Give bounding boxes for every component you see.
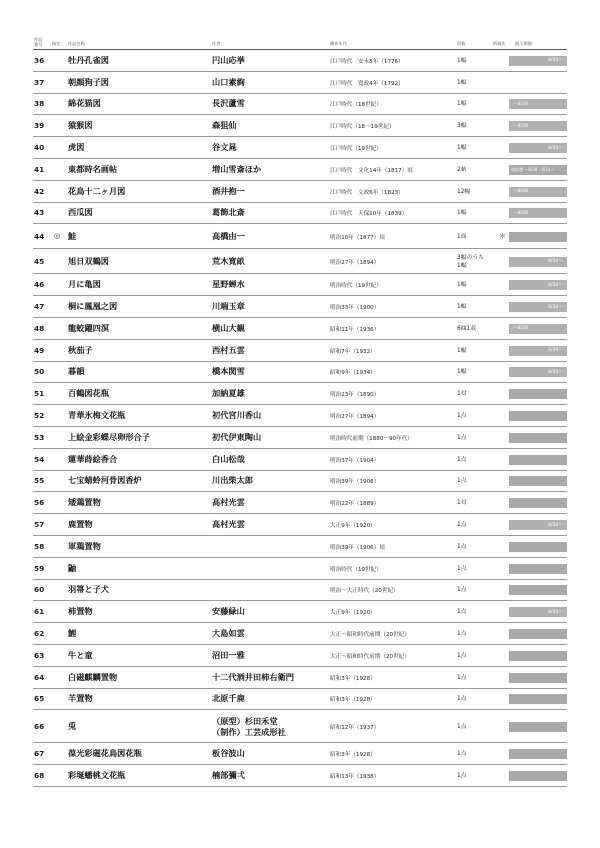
table-row [0, 203, 600, 225]
production-period: 江戸時代 文政6年（1823） [330, 189, 404, 196]
row-number: 38 [34, 99, 45, 109]
production-period: 明治時代（19世紀） [330, 283, 382, 290]
artwork-title: 上絵金彩蝶尽卵形合子 [68, 431, 150, 442]
quantity: 1点 [457, 478, 467, 485]
row-number: 46 [34, 280, 45, 290]
production-period: 明治時代（19世紀） [330, 566, 382, 573]
row-number: 50 [34, 367, 45, 377]
artist-name: 星野蝉水 [212, 279, 245, 290]
header-exhibition-period: 展示期間 [515, 41, 532, 46]
quantity: 1点 [457, 631, 467, 638]
quantity: 1点 [457, 565, 467, 572]
header-no: 作品 番号 [34, 37, 43, 47]
production-period: 昭和11年（1936） [330, 326, 380, 333]
row-number: 58 [34, 541, 45, 551]
artwork-title: 牛と童 [68, 649, 93, 660]
row-number: 68 [34, 771, 45, 781]
production-period: 江戸時代 安永5年（1776） [330, 58, 404, 65]
exhibition-period-label: 場面替 ～8/28・8/30～ [511, 166, 555, 172]
exhibition-period-bar [509, 232, 567, 242]
artist-name: 初代伊東陶山 [212, 431, 262, 442]
exhibition-period-bar [509, 187, 567, 197]
artist-name: 高村光雲 [212, 519, 245, 530]
table-row [0, 514, 600, 536]
artist-name: 円山応挙 [212, 54, 245, 65]
row-number: 51 [34, 389, 45, 399]
row-number: 36 [34, 55, 45, 65]
table-row [0, 72, 600, 94]
row-number: 62 [34, 629, 45, 639]
quantity: 1対 [457, 500, 467, 507]
artist-name: 高橋由一 [212, 230, 245, 241]
row-number: 37 [34, 77, 45, 87]
table-row [0, 558, 600, 580]
artwork-title: 旭日双鶴図 [68, 255, 109, 266]
artist-name: 川出柴太郎 [212, 475, 253, 486]
artist-name: 酒井抱一 [212, 185, 245, 196]
artist-name: 増山雪斎ほか [212, 163, 262, 174]
quantity: 1点 [457, 587, 467, 594]
row-number: 41 [34, 164, 45, 174]
artwork-title: 虎図 [68, 142, 85, 153]
artwork-title: 羊置物 [68, 693, 93, 704]
row-number: 52 [34, 411, 45, 421]
exhibition-period-label: 8/30～ [548, 522, 563, 528]
table-row [0, 623, 600, 645]
production-period: 昭和7年（1932） [330, 348, 376, 355]
artwork-title: 軍鶏置物 [68, 540, 101, 551]
header-owner: 所蔵先 [493, 41, 506, 46]
production-period: 明治10年（1877）頃 [330, 234, 385, 241]
artwork-title: 龍蛟躍四溟 [68, 322, 109, 333]
header-period: 制作年代 [330, 41, 347, 46]
exhibition-period-bar [509, 564, 567, 574]
row-number: 59 [34, 563, 45, 573]
artist-name: 長沢蘆雪 [212, 98, 245, 109]
table-row [0, 137, 600, 159]
production-period: 昭和13年（1938） [330, 774, 380, 781]
table-row [0, 159, 600, 181]
exhibition-period-bar [509, 749, 567, 759]
quantity: 1点 [457, 773, 467, 780]
artist-name: 北原千鹿 [212, 693, 245, 704]
exhibition-period-label: 8/30～ [548, 282, 563, 288]
artist-name: 加納夏雄 [212, 388, 245, 399]
production-period: 昭和3年（1928） [330, 752, 376, 759]
quantity: 1点 [457, 609, 467, 616]
artist-name: 谷文晁 [212, 142, 237, 153]
table-row [0, 249, 600, 274]
artwork-title: 秋茄子 [68, 344, 93, 355]
artist-name: 板谷波山 [212, 748, 245, 759]
quantity: 1幅 [457, 282, 467, 289]
row-number: 65 [34, 694, 45, 704]
row-number: 61 [34, 607, 45, 617]
production-period: 明治33年（1900） [330, 305, 380, 312]
exhibition-period-bar [509, 302, 567, 312]
quantity: 1幅 [457, 145, 467, 152]
production-period: 昭和9年（1934） [330, 370, 376, 377]
production-period: 江戸時代（19世紀） [330, 146, 382, 153]
exhibition-period-bar [509, 257, 567, 267]
row-number: 49 [34, 345, 45, 355]
production-period: 江戸時代（18世紀） [330, 102, 382, 109]
exhibition-period-bar [509, 651, 567, 661]
exhibition-period-label: 8/30～ [548, 58, 563, 64]
quantity: 1幅 [457, 210, 467, 217]
artwork-title: 葆光彩磁花鳥図花瓶 [68, 748, 142, 759]
row-number: 66 [34, 721, 45, 731]
row-number: 53 [34, 432, 45, 442]
production-period: 昭和3年（1928） [330, 675, 376, 682]
exhibition-period-label: 8/30～ [548, 609, 563, 615]
exhibition-period-label: ～8/28 [513, 101, 528, 107]
artwork-title: 綿花猫図 [68, 98, 101, 109]
row-number: 44 [34, 231, 45, 241]
exhibition-period-label: ～8/28 [513, 326, 528, 332]
exhibition-period-bar [509, 346, 567, 356]
artwork-title: 桐に鳳凰之図 [68, 301, 118, 312]
quantity: 1点 [457, 522, 467, 529]
exhibition-period-label: ～8/28 [513, 123, 528, 129]
artwork-title: 牡丹孔雀図 [68, 54, 109, 65]
artwork-title: 鼬 [68, 562, 77, 573]
quantity: 3幅 [457, 123, 467, 130]
table-row [0, 94, 600, 116]
exhibition-period-bar [509, 121, 567, 131]
row-number: 48 [34, 323, 45, 333]
table-row [0, 383, 600, 405]
artist-name: 橋本関雪 [212, 366, 245, 377]
exhibition-period-label: 8/30～ [548, 369, 563, 375]
row-number: 64 [34, 672, 45, 682]
row-divider [33, 786, 567, 787]
artist-name: 沼田一雅 [212, 649, 245, 660]
artist-name: 西村五雲 [212, 344, 245, 355]
row-number: 63 [34, 650, 45, 660]
table-row [0, 427, 600, 449]
artist-name: 白山松哉 [212, 453, 245, 464]
exhibition-period-bar [509, 722, 567, 732]
production-period: 明治39年（1906） [330, 479, 380, 486]
table-row [0, 115, 600, 137]
table-row [0, 536, 600, 558]
quantity: 3幅のうち 1幅 [457, 254, 484, 269]
production-period: 江戸時代 天保10年（1839） [330, 211, 408, 218]
production-period: 大正9年（1920） [330, 523, 376, 530]
artist-name: 山口素絢 [212, 76, 245, 87]
table-row [0, 743, 600, 765]
quantity: 1面 [457, 233, 467, 240]
quantity: 1幅 [457, 347, 467, 354]
artist-name: 大島如雲 [212, 628, 245, 639]
quantity: 1幅 [457, 369, 467, 376]
artwork-title: 青華氷梅文花瓶 [68, 410, 126, 421]
table-row [0, 296, 600, 318]
table-row [0, 645, 600, 667]
table-row [0, 224, 600, 249]
artist-name: 葛飾北斎 [212, 207, 245, 218]
production-period: 昭和12年（1937） [330, 724, 380, 731]
quantity: 1点 [457, 413, 467, 420]
artist-name: 横山大観 [212, 322, 245, 333]
artwork-title: 鹿置物 [68, 519, 93, 530]
artist-name: 高村光雲 [212, 497, 245, 508]
table-row [0, 274, 600, 296]
table-row [0, 765, 600, 787]
header-designation: 指定 [52, 41, 61, 46]
header-title: 作品名称 [68, 41, 85, 46]
quantity: 6曲1双 [457, 325, 476, 332]
quantity: 1点 [457, 434, 467, 441]
table-row [0, 492, 600, 514]
table-row [0, 667, 600, 689]
quantity: 1点 [457, 751, 467, 758]
exhibition-period-label: 8/30～ [548, 259, 563, 265]
exhibition-period-bar [509, 498, 567, 508]
exhibition-period-label: ～8/28 [513, 210, 528, 216]
artwork-title: 彩埏蟠桃文花瓶 [68, 770, 126, 781]
exhibition-period-bar [509, 771, 567, 781]
row-number: 67 [34, 749, 45, 759]
production-period: 江戸時代 寛政4年（1792） [330, 80, 404, 87]
table-row [0, 689, 600, 711]
artwork-title: 七宝蜻蛉河骨図香炉 [68, 475, 142, 486]
table-row [0, 471, 600, 493]
artist-name: 十二代酒井田柿右衛門 [212, 671, 294, 682]
exhibition-period-bar [509, 99, 567, 109]
production-period: 明治27年（1894） [330, 259, 380, 266]
production-period: 明治37年（1904） [330, 457, 380, 464]
row-number: 40 [34, 143, 45, 153]
quantity: 1幅 [457, 101, 467, 108]
quantity: 1点 [457, 674, 467, 681]
quantity: 1点 [457, 696, 467, 703]
exhibition-period-bar [509, 476, 567, 486]
exhibition-period-bar [509, 56, 567, 66]
row-number: 55 [34, 476, 45, 486]
production-period: 江戸時代 文化14年（1817）頃 [330, 167, 413, 174]
exhibition-period-bar [509, 433, 567, 443]
production-period: 明治27年（1894） [330, 414, 380, 421]
quantity: 1幅 [457, 79, 467, 86]
exhibition-period-bar [509, 280, 567, 290]
exhibition-period-bar [509, 520, 567, 530]
quantity: 1点 [457, 456, 467, 463]
artwork-title: 暮韻 [68, 366, 85, 377]
quantity: 1点 [457, 723, 467, 730]
artwork-title: 月に亀図 [68, 279, 101, 290]
exhibition-period-bar [509, 455, 567, 465]
table-row [0, 318, 600, 340]
quantity: 2帖 [457, 166, 467, 173]
artwork-title: 蓮華蒔絵香合 [68, 453, 118, 464]
designation-mark: ◎ [54, 231, 61, 240]
quantity: 1点 [457, 543, 467, 550]
artist-name: 川端玉章 [212, 301, 245, 312]
artwork-title: 東都時名画帖 [68, 163, 118, 174]
exhibition-period-label: 8/30～ [548, 348, 563, 354]
header-quantity: 員数 [457, 41, 466, 46]
table-row [0, 340, 600, 362]
table-row [0, 449, 600, 471]
artwork-title: 猿猴図 [68, 120, 93, 131]
row-number: 60 [34, 585, 45, 595]
quantity: 12幅 [457, 188, 471, 195]
exhibition-period-bar [509, 367, 567, 377]
exhibition-period-bar [509, 607, 567, 617]
table-row [0, 710, 600, 743]
production-period: 大正～昭和時代前期（20世紀） [330, 653, 410, 660]
exhibition-period-bar [509, 143, 567, 153]
table-row [0, 580, 600, 602]
production-period: 明治23年（1890） [330, 392, 380, 399]
exhibition-period-bar [509, 389, 567, 399]
artwork-title: 花鳥十二ヶ月図 [68, 185, 126, 196]
artist-name: （原型）杉田禾堂 （制作）工芸成形社 [212, 715, 286, 737]
table-row [0, 601, 600, 623]
row-number: 57 [34, 520, 45, 530]
artwork-title: 朝顔狗子図 [68, 76, 109, 87]
table-row [0, 405, 600, 427]
quantity: 1幅 [457, 57, 467, 64]
exhibition-period-bar [509, 629, 567, 639]
artwork-title: 柿置物 [68, 606, 93, 617]
artist-name: 楠部彌弌 [212, 770, 245, 781]
artist-name: 安藤緑山 [212, 606, 245, 617]
exhibition-period-bar [509, 208, 567, 218]
artwork-title: 鮭 [68, 230, 77, 241]
exhibition-period-label: ～8/28 [513, 189, 528, 195]
production-period: 昭和3年（1928） [330, 697, 376, 704]
artwork-title: 白磁麒麟置物 [68, 671, 118, 682]
row-number: 56 [34, 498, 45, 508]
artwork-title: 百鶴図花瓶 [68, 388, 109, 399]
row-number: 45 [34, 256, 45, 266]
row-number: 47 [34, 302, 45, 312]
table-row [0, 181, 600, 203]
artwork-title: 羽箒と子犬 [68, 584, 109, 595]
exhibition-period-bar [509, 542, 567, 552]
artwork-title: 西瓜図 [68, 207, 93, 218]
row-number: 43 [34, 208, 45, 218]
artist-name: 荒木寛畝 [212, 255, 245, 266]
exhibition-period-bar [509, 165, 567, 175]
exhibition-period-bar [509, 585, 567, 595]
artwork-title: 鯉 [68, 628, 77, 639]
header-artist: 作者 [212, 41, 221, 46]
production-period: 明治時代前期（1880～90年代） [330, 435, 413, 442]
exhibition-period-bar [509, 411, 567, 421]
production-period: 江戸時代（18～19世紀） [330, 124, 395, 131]
quantity: 1幅 [457, 304, 467, 311]
exhibition-period-label: 8/30～ [548, 145, 563, 151]
artwork-title: 兎 [68, 720, 77, 731]
production-period: 明治～大正時代（20世紀） [330, 588, 399, 595]
row-number: 54 [34, 454, 45, 464]
table-row [0, 50, 600, 72]
production-period: 大正～昭和時代前期（20世紀） [330, 632, 410, 639]
exhibition-period-bar [509, 673, 567, 683]
table-row [0, 362, 600, 384]
production-period: 明治22年（1889） [330, 501, 380, 508]
exhibition-period-bar [509, 694, 567, 704]
row-number: 42 [34, 186, 45, 196]
artist-name: 初代宮川香山 [212, 410, 262, 421]
row-number: 39 [34, 121, 45, 131]
artist-name: 森狙仙 [212, 120, 237, 131]
artwork-title: 矮鶏置物 [68, 497, 101, 508]
exhibition-period-label: 8/30～ [548, 304, 563, 310]
quantity: 1対 [457, 391, 467, 398]
quantity: 1点 [457, 652, 467, 659]
owner-mark: ＊ [499, 231, 506, 240]
production-period: 大正9年（1920） [330, 610, 376, 617]
exhibition-period-bar [509, 324, 567, 334]
production-period: 明治39年（1906）頃 [330, 544, 385, 551]
